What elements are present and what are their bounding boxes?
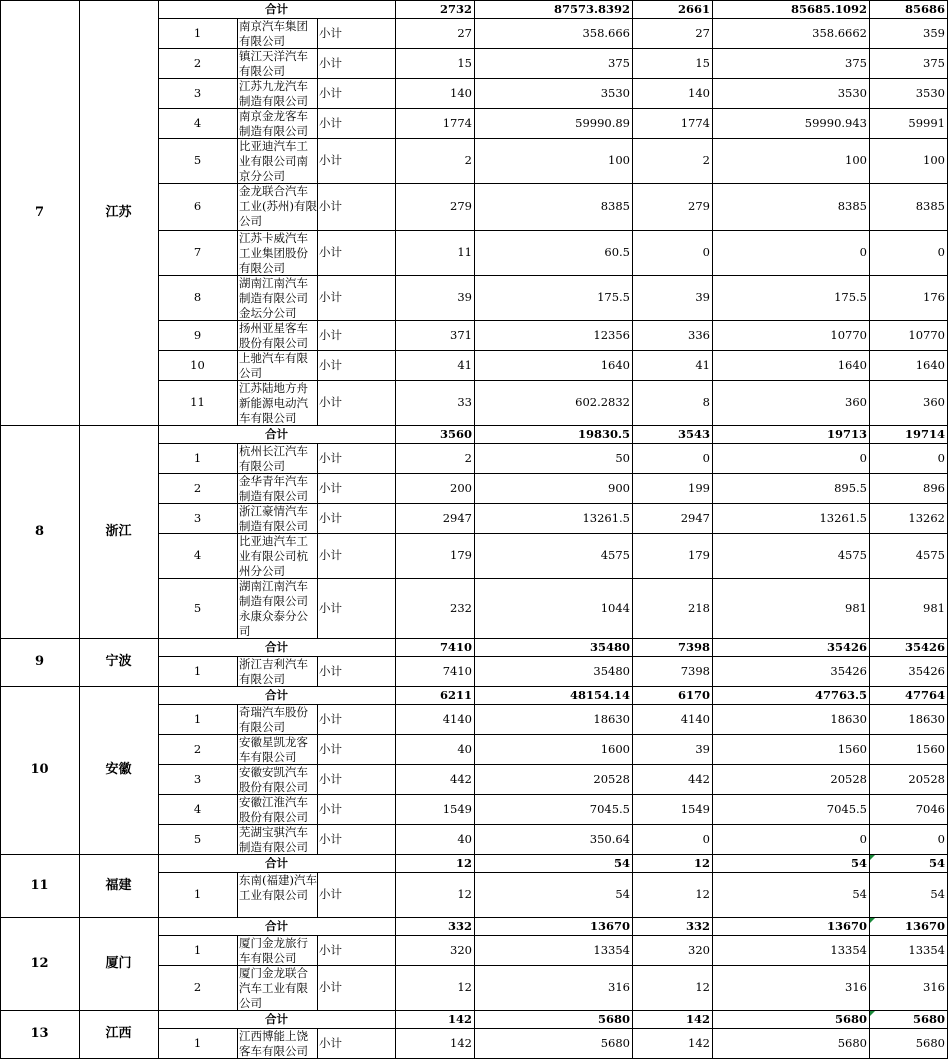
company-name: 江苏陆地方舟新能源电动汽车有限公司 [239,381,308,425]
value-cell: 316 [845,980,867,994]
value-cell: 10770 [908,328,945,342]
row-index: 6 [193,199,202,213]
subtotal-label: 小计 [319,772,342,786]
row-index: 3 [193,772,202,786]
total-value: 19713 [826,427,867,441]
company-name: 南京汽车集团有限公司 [239,19,308,48]
row-index: 1 [193,712,202,726]
value-cell: 358.6662 [812,26,867,40]
value-cell: 1774 [680,116,710,130]
row-index: 3 [193,511,202,525]
value-cell: 7398 [680,664,710,678]
region-number: 11 [30,878,49,893]
value-cell: 0 [859,832,867,846]
value-cell: 12 [457,980,472,994]
total-value: 332 [447,919,472,933]
value-cell: 3530 [915,86,945,100]
company-name: 比亚迪汽车工业有限公司杭州分公司 [239,534,308,578]
value-cell: 2947 [442,511,472,525]
value-cell: 18630 [908,712,945,726]
cell-merge [237,855,238,872]
row-index: 4 [193,802,202,816]
value-cell: 5680 [915,1036,945,1050]
subtotal-label: 小计 [319,451,342,465]
value-cell: 316 [608,980,630,994]
total-label: 合计 [265,427,288,441]
value-cell: 1549 [680,802,710,816]
total-value: 54 [613,856,630,870]
value-cell: 13354 [908,943,945,957]
region-number: 8 [34,524,45,539]
value-cell: 279 [450,199,472,213]
value-cell: 20528 [593,772,630,786]
value-cell: 11 [457,245,472,259]
total-value: 13670 [904,919,945,933]
value-cell: 179 [450,548,472,562]
value-cell: 0 [937,245,945,259]
value-cell: 12 [695,980,710,994]
subtotal-label: 小计 [319,832,342,846]
value-cell: 39 [695,290,710,304]
value-cell: 2947 [680,511,710,525]
value-cell: 8 [702,395,710,409]
row-index: 2 [193,481,202,495]
region-name: 安徽 [105,762,132,777]
value-cell: 375 [923,56,945,70]
value-cell: 1774 [442,116,472,130]
value-cell: 176 [923,290,945,304]
value-cell: 896 [923,481,945,495]
subtotal-label: 小计 [319,548,342,562]
company-name: 厦门金龙旅行车有限公司 [239,936,308,965]
error-indicator-icon [870,855,875,860]
region-number: 12 [30,956,49,971]
row-index: 8 [193,290,202,304]
value-cell: 12356 [593,328,630,342]
subtotal-label: 小计 [319,980,342,994]
value-cell: 2 [464,451,472,465]
total-label: 合计 [265,856,288,870]
row-index: 5 [193,601,202,615]
cell-merge [317,687,318,704]
cell-merge [237,1011,238,1028]
value-cell: 5680 [600,1036,630,1050]
value-cell: 1560 [915,742,945,756]
value-cell: 0 [702,245,710,259]
value-cell: 12 [457,887,472,901]
value-cell: 602.2832 [575,395,630,409]
row-index: 5 [193,832,202,846]
company-name: 镇江天洋汽车有限公司 [239,49,308,78]
total-value: 54 [928,856,945,870]
company-name: 安徽江淮汽车股份有限公司 [239,795,308,824]
company-name: 浙江吉利汽车有限公司 [239,657,308,686]
value-cell: 15 [457,56,472,70]
value-cell: 40 [457,742,472,756]
company-name: 江苏卡威汽车工业集团股份有限公司 [239,231,308,275]
value-cell: 20528 [908,772,945,786]
value-cell: 350.64 [589,832,630,846]
value-cell: 59990.943 [804,116,867,130]
company-name: 江苏九龙汽车制造有限公司 [239,79,308,108]
total-value: 7398 [677,640,710,654]
value-cell: 142 [688,1036,710,1050]
cell-merge [237,1,238,18]
value-cell: 20528 [830,772,867,786]
value-cell: 13262 [908,511,945,525]
region-name: 浙江 [105,524,132,539]
value-cell: 199 [688,481,710,495]
company-name: 湖南江南汽车制造有限公司永康众泰分公司 [239,579,308,638]
total-value: 85686 [904,2,945,16]
value-cell: 39 [695,742,710,756]
value-cell: 7045.5 [589,802,630,816]
company-name: 江西博能上饶客车有限公司 [239,1029,308,1058]
region-name: 江苏 [105,205,132,220]
value-cell: 59991 [908,116,945,130]
value-cell: 60.5 [604,245,630,259]
total-value: 142 [447,1012,472,1026]
value-cell: 13354 [830,943,867,957]
cell-merge [237,687,238,704]
subtotal-label: 小计 [319,887,342,901]
value-cell: 2 [464,153,472,167]
company-name: 安徽安凯汽车股份有限公司 [239,765,308,794]
subtotal-label: 小计 [319,116,342,130]
row-index: 1 [193,887,202,901]
value-cell: 2 [702,153,710,167]
value-cell: 0 [702,832,710,846]
total-value: 12 [693,856,710,870]
row-index: 1 [193,943,202,957]
total-value: 5680 [834,1012,867,1026]
row-index: 11 [190,395,205,409]
value-cell: 100 [845,153,867,167]
value-cell: 35426 [830,664,867,678]
region-name: 宁波 [105,654,132,669]
value-cell: 895.5 [834,481,867,495]
value-cell: 218 [688,601,710,615]
company-name: 浙江豪情汽车制造有限公司 [239,504,308,533]
cell-merge [317,1011,318,1028]
value-cell: 41 [457,358,472,372]
grid-line [947,0,948,1059]
row-index: 3 [193,86,202,100]
value-cell: 40 [457,832,472,846]
total-value: 19714 [904,427,945,441]
value-cell: 320 [450,943,472,957]
total-value: 332 [685,919,710,933]
total-value: 5680 [912,1012,945,1026]
value-cell: 100 [608,153,630,167]
total-value: 35480 [589,640,630,654]
value-cell: 35480 [593,664,630,678]
value-cell: 0 [702,451,710,465]
error-indicator-icon [870,918,875,923]
subtotal-label: 小计 [319,328,342,342]
cell-merge [317,918,318,935]
row-index: 2 [193,980,202,994]
value-cell: 39 [457,290,472,304]
total-value: 12 [455,856,472,870]
row-index: 1 [193,26,202,40]
error-indicator-icon [870,1011,875,1016]
subtotal-label: 小计 [319,511,342,525]
row-index: 1 [193,664,202,678]
value-cell: 1600 [600,742,630,756]
value-cell: 0 [859,245,867,259]
value-cell: 10770 [830,328,867,342]
cell-merge [317,639,318,656]
row-index: 1 [193,451,202,465]
value-cell: 140 [688,86,710,100]
value-cell: 1044 [600,601,630,615]
total-value: 48154.14 [569,688,630,702]
value-cell: 358.666 [582,26,630,40]
row-index: 4 [193,116,202,130]
subtotal-label: 小计 [319,943,342,957]
row-index: 7 [193,245,202,259]
value-cell: 981 [923,601,945,615]
row-index: 10 [190,358,205,372]
total-value: 3560 [439,427,472,441]
region-number: 9 [34,654,45,669]
value-cell: 360 [845,395,867,409]
subtotal-label: 小计 [319,802,342,816]
value-cell: 0 [937,451,945,465]
value-cell: 3530 [837,86,867,100]
company-name: 杭州长江汽车有限公司 [239,444,308,473]
value-cell: 8385 [837,199,867,213]
total-value: 87573.8392 [553,2,630,16]
value-cell: 18630 [830,712,867,726]
value-cell: 7410 [442,664,472,678]
total-label: 合计 [265,1012,288,1026]
company-name: 厦门金龙联合汽车工业有限公司 [239,966,308,1010]
value-cell: 0 [859,451,867,465]
cell-merge [237,639,238,656]
company-name: 上驰汽车有限公司 [239,351,308,380]
total-value: 47764 [904,688,945,702]
value-cell: 18630 [593,712,630,726]
value-cell: 442 [688,772,710,786]
total-label: 合计 [265,640,288,654]
value-cell: 1549 [442,802,472,816]
value-cell: 59990.89 [575,116,630,130]
value-cell: 50 [615,451,630,465]
value-cell: 316 [923,980,945,994]
value-cell: 54 [852,887,867,901]
value-cell: 13261.5 [819,511,867,525]
value-cell: 179 [688,548,710,562]
value-cell: 4140 [680,712,710,726]
value-cell: 13354 [593,943,630,957]
value-cell: 3530 [600,86,630,100]
company-name: 金华青年汽车制造有限公司 [239,474,308,503]
subtotal-label: 小计 [319,395,342,409]
total-label: 合计 [265,2,288,16]
cell-merge [317,1,318,18]
subtotal-label: 小计 [319,742,342,756]
cell-merge [317,426,318,443]
total-value: 35426 [904,640,945,654]
subtotal-label: 小计 [319,481,342,495]
value-cell: 100 [923,153,945,167]
subtotal-label: 小计 [319,358,342,372]
cell-merge [237,426,238,443]
value-cell: 232 [450,601,472,615]
company-name: 扬州亚星客车股份有限公司 [239,321,308,350]
region-number: 10 [30,762,49,777]
value-cell: 320 [688,943,710,957]
value-cell: 1640 [600,358,630,372]
company-name: 比亚迪汽车工业有限公司南京分公司 [239,139,308,183]
region-number: 7 [34,205,45,220]
value-cell: 1560 [837,742,867,756]
value-cell: 4575 [600,548,630,562]
total-value: 5680 [597,1012,630,1026]
total-value: 3543 [677,427,710,441]
row-index: 4 [193,548,202,562]
value-cell: 35426 [908,664,945,678]
value-cell: 175.5 [597,290,630,304]
total-value: 6211 [439,688,472,702]
value-cell: 7045.5 [826,802,867,816]
value-cell: 15 [695,56,710,70]
row-index: 2 [193,742,202,756]
value-cell: 375 [845,56,867,70]
company-name: 东南(福建)汽车工业有限公司 [239,873,317,902]
subtotal-label: 小计 [319,601,342,615]
company-name: 芜湖宝骐汽车制造有限公司 [239,825,308,854]
total-value: 2661 [677,2,710,16]
row-index: 9 [193,328,202,342]
subtotal-label: 小计 [319,199,342,213]
region-name: 厦门 [105,956,132,971]
value-cell: 1640 [915,358,945,372]
region-number: 13 [30,1026,49,1041]
value-cell: 54 [615,887,630,901]
total-value: 13670 [589,919,630,933]
value-cell: 27 [457,26,472,40]
value-cell: 5680 [837,1036,867,1050]
row-index: 5 [193,153,202,167]
value-cell: 200 [450,481,472,495]
total-value: 19830.5 [577,427,630,441]
cell-merge [317,855,318,872]
total-value: 7410 [439,640,472,654]
value-cell: 33 [457,395,472,409]
value-cell: 175.5 [834,290,867,304]
total-value: 6170 [677,688,710,702]
value-cell: 1640 [837,358,867,372]
value-cell: 7046 [915,802,945,816]
total-value: 35426 [826,640,867,654]
company-name: 湖南江南汽车制造有限公司金坛分公司 [239,276,308,320]
value-cell: 279 [688,199,710,213]
value-cell: 12 [695,887,710,901]
value-cell: 4575 [915,548,945,562]
value-cell: 13261.5 [582,511,630,525]
subtotal-label: 小计 [319,26,342,40]
subtotal-label: 小计 [319,86,342,100]
value-cell: 900 [608,481,630,495]
total-value: 142 [685,1012,710,1026]
value-cell: 8385 [915,199,945,213]
total-label: 合计 [265,919,288,933]
value-cell: 442 [450,772,472,786]
total-value: 2732 [439,2,472,16]
value-cell: 41 [695,358,710,372]
value-cell: 360 [923,395,945,409]
subtotal-label: 小计 [319,712,342,726]
company-name: 奇瑞汽车股份有限公司 [239,705,308,734]
company-name: 安徽星凯龙客车有限公司 [239,735,308,764]
value-cell: 54 [930,887,945,901]
value-cell: 8385 [600,199,630,213]
value-cell: 0 [937,832,945,846]
cell-merge [237,918,238,935]
row-index: 1 [193,1036,202,1050]
row-index: 2 [193,56,202,70]
total-value: 47763.5 [814,688,867,702]
subtotal-label: 小计 [319,56,342,70]
region-name: 江西 [105,1026,132,1041]
subtotal-label: 小计 [319,290,342,304]
value-cell: 981 [845,601,867,615]
value-cell: 336 [688,328,710,342]
value-cell: 359 [923,26,945,40]
value-cell: 4575 [837,548,867,562]
value-cell: 140 [450,86,472,100]
value-cell: 4140 [442,712,472,726]
value-cell: 375 [608,56,630,70]
value-cell: 27 [695,26,710,40]
subtotal-label: 小计 [319,1036,342,1050]
total-label: 合计 [265,688,288,702]
company-name: 南京金龙客车制造有限公司 [239,109,308,138]
total-value: 54 [850,856,867,870]
subtotal-label: 小计 [319,153,342,167]
company-name: 金龙联合汽车工业(苏州)有限公司 [239,184,317,228]
subtotal-label: 小计 [319,245,342,259]
region-name: 福建 [105,878,132,893]
value-cell: 371 [450,328,472,342]
value-cell: 142 [450,1036,472,1050]
total-value: 13670 [826,919,867,933]
subtotal-label: 小计 [319,664,342,678]
total-value: 85685.1092 [790,2,867,16]
